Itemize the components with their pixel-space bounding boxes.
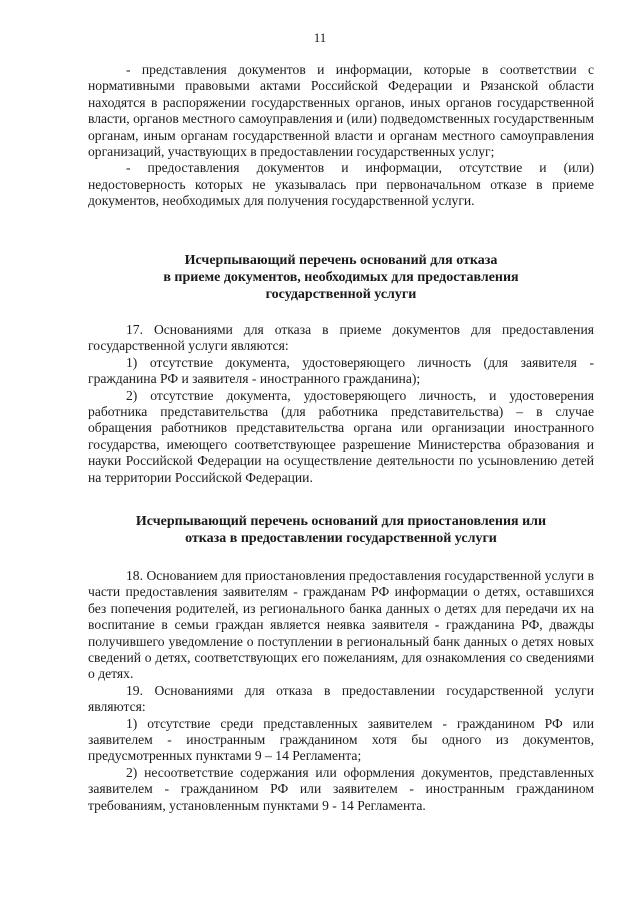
paragraph: 18. Основанием для приостановления предоставления государственной услуги в части предоставления заявителям - гражданам РФ информации о детях, оставшихся без попечения родителей, из регионального банка данных о детях для передачи их на воспитание в семьи граждан является неявка заявителя - гражданина РФ, дважды получившего уведомление о поступлении в региональный банк данных о детях новых сведений о детях, соответствующих его пожеланиям, для ознакомления со сведениями о детях. <box>88 568 594 682</box>
paragraph: 2) отсутствие документа, удостоверяющего личность, и удостоверения работника представительства (для работника представительства) – в случае обращения работников представительства органа или организации иностранного государства, имеющего соответствующее разрешение Министерства образования и науки Российской Федерации на осуществление деятельности по усыновлению детей на территории Российской Федерации. <box>88 387 594 485</box>
section-heading-1 <box>88 252 594 303</box>
text-block-1 <box>88 62 594 210</box>
heading-line: отказа в предоставлении государственной услуги <box>185 531 497 546</box>
text-block-3 <box>88 568 594 814</box>
paragraph: 1) отсутствие среди представленных заявителем - гражданином РФ или заявителем - иностранным гражданином хотя бы одного из документов, предусмотренных пунктами 9 – 14 Регламента; <box>88 715 594 764</box>
paragraph: 19. Основаниями для отказа в предоставлении государственной услуги являются: <box>88 682 594 715</box>
heading-line: Исчерпывающий перечень оснований для отказа <box>184 253 498 268</box>
page-number: 11 <box>313 30 327 45</box>
text-block-2 <box>88 322 594 486</box>
heading-line: в приеме документов, необходимых для предоставления <box>163 270 519 285</box>
paragraph: 17. Основаниями для отказа в приеме документов для предоставления государственной услуги являются: <box>88 322 594 354</box>
section-heading-2 <box>88 513 594 547</box>
paragraph: - представления документов и информации, которые в соответствии с нормативными правовыми актами Российской Федерации и Рязанской области находятся в распоряжении государственных органов, иных органов государственной власти, органов местного самоуправления и (или) подведомственных государственным органам, иным органам государственной власти и органам местного самоуправления организаций, участвующих в предоставлении государственных услуг; <box>88 62 594 160</box>
paragraph: 1) отсутствие документа, удостоверяющего личность (для заявителя - гражданина РФ и заявителя - иностранного гражданина); <box>88 354 594 387</box>
paragraph: 2) несоответствие содержания или оформления документов, представленных заявителем - гражданином РФ или заявителем - иностранным гражданином требованиям, установленным пунктами 9 - 14 Регламента. <box>88 764 594 813</box>
paragraph: - предоставления документов и информации, отсутствие и (или) недостоверность которых не указывалась при первоначальном отказе в приеме документов, необходимых для получения государственной услуги. <box>88 160 594 209</box>
heading-line: Исчерпывающий перечень оснований для приостановления или <box>135 514 547 529</box>
heading-line: государственной услуги <box>265 287 417 302</box>
